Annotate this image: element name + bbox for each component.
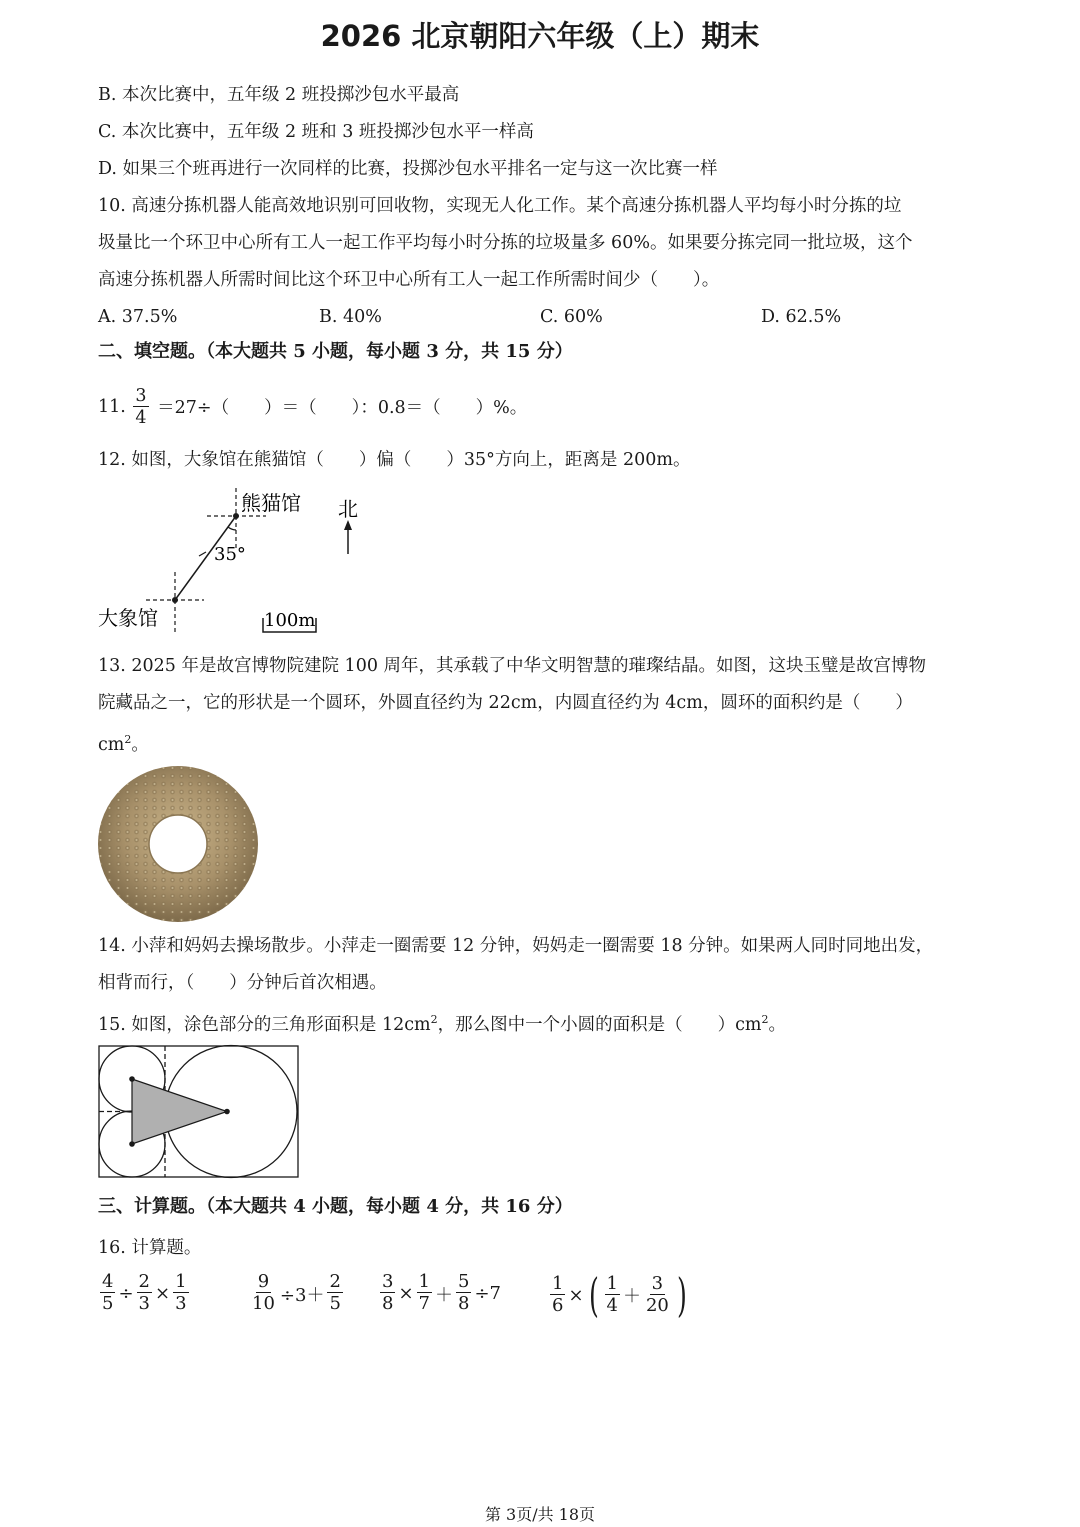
e4-right-paren: ) [676,1268,687,1322]
e2-a-den: 10 [252,1293,275,1314]
e1-a-den: 5 [102,1293,114,1314]
q10-option-b: B. 40% [319,307,382,327]
compass-diagram [96,484,386,644]
expression-2 [248,1272,345,1315]
q16-text: 16. 计算题。 [98,1238,202,1258]
e1-op2: × [155,1283,171,1304]
q10-line-1: 10. 高速分拣机器人能高效地识别可回收物，实现无人化工作。某个高速分拣机器人平均每小时分拣的垃 [98,196,902,216]
e3-op3: ÷7 [474,1283,501,1304]
angle-arc [228,527,236,530]
point-right [224,1109,230,1115]
q15-text [98,1008,786,1037]
q13-line-1: 13. 2025 年是故宫博物院建院 100 周年，其承载了中华文明智慧的璀璨结晶。如图，这块玉璧是故宫博物 [98,656,927,676]
q15-sup-2: 2 [761,1013,769,1026]
jade-bi-image [96,764,260,924]
e3-a-num: 3 [382,1271,394,1292]
e2-b-den: 5 [329,1293,341,1314]
e3-op2: ＋ [435,1284,453,1306]
e4-b-num: 1 [606,1272,618,1294]
label-panda: 熊猫馆 [241,491,301,515]
section-2-heading: 二、填空题。（本大题共 5 小题，每小题 3 分，共 15 分） [98,341,573,362]
q10-line-3: 高速分拣机器人所需时间比这个环卫中心所有工人一起工作所需时间少（ ）。 [98,270,720,290]
e1-op1: ÷ [118,1283,134,1304]
e4-op2: ＋ [622,1286,641,1307]
elephant-point [172,597,178,603]
page-title: 2026 北京朝阳六年级（上）期末 [320,19,760,53]
unit-cm: cm [98,734,125,755]
e4-b-den: 4 [606,1294,618,1316]
shaded-triangle [132,1079,227,1144]
label-elephant: 大象馆 [98,606,158,630]
e1-c-num: 1 [175,1271,187,1292]
e3-op1: × [398,1283,414,1304]
q15-part-1: 15. 如图，涂色部分的三角形面积是 12cm [98,1014,431,1035]
q10-option-d: D. 62.5% [761,307,842,327]
unit-superscript: 2 [124,733,132,746]
tick-mark [199,552,206,556]
e3-c-den: 8 [458,1293,470,1314]
e1-a-num: 4 [102,1271,114,1292]
e1-b-num: 2 [138,1271,150,1292]
period: 。 [131,734,149,755]
q12-text: 12. 如图，大象馆在熊猫馆（ ）偏（ ）35°方向上，距离是 200m。 [98,450,691,470]
q10-line-2: 圾量比一个环卫中心所有工人一起工作平均每小时分拣的垃圾量多 60%。如果要分拣完同一批垃圾，这个 [98,233,913,253]
q11 [98,384,528,431]
section-3-heading: 三、计算题。（本大题共 4 小题，每小题 4 分，共 16 分） [98,1196,573,1217]
q9-option-b: B. 本次比赛中，五年级 2 班投掷沙包水平最高 [98,85,460,105]
q11-frac-denominator: 4 [135,408,147,428]
q15-part-2: ，那么图中一个小圆的面积是（ ）cm [437,1014,762,1035]
q15-sup-1: 2 [430,1013,438,1026]
e3-b-den: 7 [418,1293,430,1314]
point-bottom [129,1141,135,1147]
expression-4 [548,1268,691,1322]
q13-line-3 [98,728,149,757]
q11-equation: ＝27÷（ ）＝（ ）：0.8＝（ ）%。 [157,397,528,418]
circles-diagram [96,1044,302,1180]
e4-c-num: 3 [651,1272,664,1294]
expression-1 [98,1272,191,1315]
jade-texture [98,766,258,922]
page-footer: 第 3页/共 18页 [484,1505,596,1524]
label-scale: 100m [264,610,316,631]
e2-op1: ÷3＋ [279,1284,325,1306]
e1-c-den: 3 [175,1293,187,1314]
e4-a-den: 6 [552,1294,564,1316]
q11-fraction [133,386,148,429]
point-top [129,1076,135,1082]
e2-b-num: 2 [329,1271,341,1292]
q9-option-d: D. 如果三个班再进行一次同样的比赛，投掷沙包水平排名一定与这一次比赛一样 [98,159,718,179]
e2-a-num: 9 [257,1271,270,1292]
e4-c-den: 20 [645,1294,669,1316]
e1-b-den: 3 [138,1293,150,1314]
q10-option-a: A. 37.5% [98,307,178,327]
label-north: 北 [338,497,358,521]
q10-option-c: C. 60% [540,307,603,327]
e4-left-paren: ( [588,1268,599,1322]
e3-b-num: 1 [418,1271,430,1292]
e3-a-den: 8 [382,1293,394,1314]
q15-part-3: 。 [768,1014,787,1035]
q11-number: 11. [98,397,126,417]
q14-line-1: 14. 小萍和妈妈去操场散步。小萍走一圈需要 12 分钟，妈妈走一圈需要 18 分钟。如果两人同时同地出发， [98,936,934,956]
e4-a-num: 1 [552,1272,564,1294]
expression-3 [378,1272,502,1315]
q13-line-2: 院藏品之一，它的形状是一个圆环，外圆直径约为 22cm，内圆直径约为 4cm，圆环的面积约是（ ） [98,693,913,713]
north-arrow-head [344,520,352,530]
label-angle: 35° [214,544,246,565]
q14-line-2: 相背而行，（ ）分钟后首次相遇。 [98,973,387,993]
e4-op1: × [568,1284,584,1306]
q9-option-c: C. 本次比赛中，五年级 2 班和 3 班投掷沙包水平一样高 [98,122,534,142]
e3-c-num: 5 [458,1271,470,1292]
panda-point [233,513,239,519]
q11-frac-numerator: 3 [135,386,147,406]
